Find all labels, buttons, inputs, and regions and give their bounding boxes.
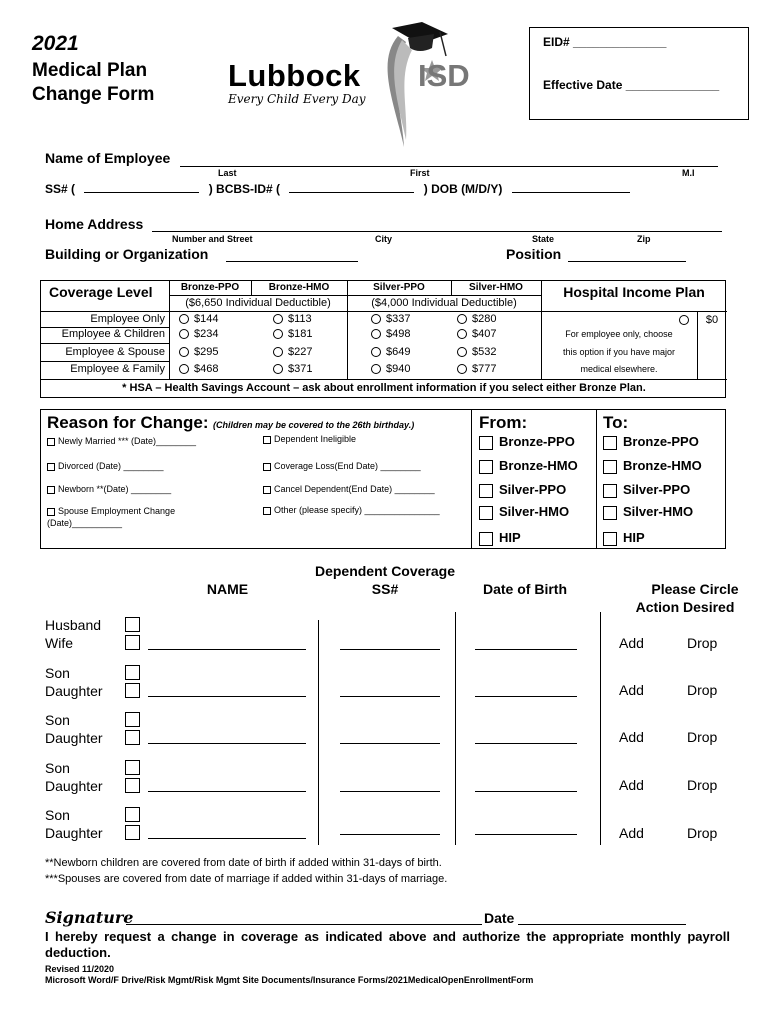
radio-circle[interactable] bbox=[371, 329, 381, 339]
date-label: Date bbox=[484, 910, 515, 926]
price: $113 bbox=[288, 313, 312, 325]
hospital-radio-circle[interactable] bbox=[679, 315, 689, 325]
price: $295 bbox=[194, 346, 219, 358]
from-silver-ppo[interactable] bbox=[479, 482, 566, 498]
label: Dependent Ineligible bbox=[274, 434, 357, 444]
reason-title-row bbox=[47, 413, 414, 433]
label: Bronze-HMO bbox=[499, 458, 578, 473]
hospital-income-title: Hospital Income Plan bbox=[563, 284, 705, 300]
signature-label: Signature bbox=[45, 908, 134, 927]
reason-for-change-table bbox=[40, 409, 726, 549]
checkbox[interactable] bbox=[47, 508, 55, 516]
price: $371 bbox=[288, 363, 313, 375]
silver-ppo-option[interactable] bbox=[371, 328, 410, 340]
silver-ppo-option[interactable] bbox=[371, 346, 410, 358]
price: $234 bbox=[194, 328, 219, 340]
label: Coverage Loss(End Date) ________ bbox=[274, 461, 421, 471]
hsa-note: * HSA – Health Savings Account – ask about enrollment information if you select either Bronze Plan. bbox=[122, 382, 646, 394]
relation-1: Son bbox=[45, 712, 70, 728]
logo-suffix: ISD bbox=[418, 58, 470, 93]
drop-action[interactable]: Drop bbox=[687, 777, 718, 793]
bronze-hmo-header: Bronze-HMO bbox=[268, 282, 330, 293]
checkbox[interactable] bbox=[603, 460, 617, 474]
radio-circle[interactable] bbox=[457, 347, 467, 357]
dependent-column-divider bbox=[455, 612, 456, 845]
bcbs-field[interactable] bbox=[289, 181, 414, 193]
bronze-ppo-option[interactable] bbox=[179, 346, 218, 358]
label: Silver-PPO bbox=[499, 482, 567, 497]
dependent-column-divider bbox=[600, 612, 601, 845]
checkbox[interactable] bbox=[603, 436, 617, 450]
relation-2: Wife bbox=[45, 635, 73, 651]
checkbox[interactable] bbox=[603, 506, 617, 520]
to-silver-hmo[interactable] bbox=[603, 504, 693, 520]
dob-field[interactable] bbox=[475, 696, 577, 697]
relation-1: Son bbox=[45, 665, 70, 681]
radio-circle[interactable] bbox=[179, 314, 189, 324]
col-action-header-2: Action Desired bbox=[635, 599, 735, 615]
hospital-note-2: this option if you have major bbox=[562, 347, 676, 357]
position-field[interactable] bbox=[568, 248, 686, 262]
ss-field[interactable] bbox=[340, 649, 440, 650]
checkbox[interactable] bbox=[479, 436, 493, 450]
reason-cancel-dependent[interactable] bbox=[263, 484, 435, 494]
bcbs-label: ) BCBS-ID# ( bbox=[208, 182, 281, 196]
relation-1: Son bbox=[45, 760, 70, 776]
checkbox[interactable] bbox=[263, 463, 271, 471]
mi-sublabel: M.I bbox=[682, 168, 695, 178]
relation-2: Daughter bbox=[45, 730, 103, 746]
checkbox[interactable] bbox=[603, 532, 617, 546]
revised-date: Revised 11/2020 bbox=[45, 964, 115, 974]
checkbox[interactable] bbox=[47, 486, 55, 494]
label: Bronze-PPO bbox=[499, 434, 575, 449]
name-field[interactable] bbox=[148, 838, 306, 839]
effective-date-field[interactable]: Effective Date ______________ bbox=[543, 78, 720, 92]
hospital-price: $0 bbox=[705, 314, 719, 326]
authorization-text: I hereby request a change in coverage as indicated above and authorize the appropriate monthly payroll deduction. bbox=[45, 929, 730, 960]
radio-circle[interactable] bbox=[371, 347, 381, 357]
date-field[interactable] bbox=[518, 910, 686, 925]
silver-hmo-option[interactable] bbox=[457, 313, 496, 325]
dob-field[interactable] bbox=[512, 181, 630, 193]
ss-field[interactable] bbox=[340, 743, 440, 744]
dob-field[interactable] bbox=[475, 791, 577, 792]
relation-checkbox[interactable] bbox=[125, 778, 140, 793]
label: Spouse Employment Change (Date)__________ bbox=[47, 506, 176, 528]
radio-circle[interactable] bbox=[273, 329, 283, 339]
price: $227 bbox=[288, 346, 313, 358]
checkbox[interactable] bbox=[603, 484, 617, 498]
silver-hmo-option[interactable] bbox=[457, 328, 496, 340]
radio-circle[interactable] bbox=[457, 314, 467, 324]
checkbox[interactable] bbox=[479, 532, 493, 546]
level-employee-only: Employee Only bbox=[90, 313, 165, 325]
checkbox[interactable] bbox=[479, 506, 493, 520]
form-title-line1: Medical Plan bbox=[32, 60, 148, 81]
building-label: Building or Organization bbox=[45, 246, 209, 262]
document-path: Microsoft Word/F Drive/Risk Mgmt/Risk Mgmt Site Documents/Insurance Forms/2021MedicalOpenEnrollmentForm bbox=[45, 975, 534, 985]
radio-circle[interactable] bbox=[179, 364, 189, 374]
to-silver-ppo[interactable] bbox=[603, 482, 690, 498]
col-name-header: NAME bbox=[206, 581, 249, 597]
silver-ppo-header: Silver-PPO bbox=[373, 282, 425, 293]
label: Newborn **(Date) ________ bbox=[58, 484, 172, 494]
ss-row bbox=[45, 181, 630, 196]
reason-coverage-loss[interactable] bbox=[263, 461, 421, 471]
radio-circle[interactable] bbox=[273, 347, 283, 357]
reason-newborn[interactable] bbox=[47, 484, 171, 494]
bronze-deductible: ($6,650 Individual Deductible) bbox=[185, 297, 331, 309]
building-field[interactable] bbox=[226, 248, 358, 262]
dob-field[interactable] bbox=[475, 743, 577, 744]
add-action[interactable]: Add bbox=[619, 825, 644, 841]
to-bronze-ppo[interactable] bbox=[603, 434, 699, 450]
price: $498 bbox=[386, 328, 411, 340]
dob-field[interactable] bbox=[475, 834, 577, 835]
reason-newly-married[interactable] bbox=[47, 436, 196, 446]
from-label: From: bbox=[479, 413, 528, 432]
dependent-coverage-header: Dependent Coverage bbox=[314, 563, 456, 579]
home-address-field[interactable] bbox=[152, 218, 722, 232]
drop-action[interactable]: Drop bbox=[687, 635, 718, 651]
checkbox[interactable] bbox=[47, 438, 55, 446]
add-action[interactable]: Add bbox=[619, 635, 644, 651]
label: HIP bbox=[499, 530, 521, 545]
from-bronze-ppo[interactable] bbox=[479, 434, 575, 450]
ss-field[interactable] bbox=[84, 181, 199, 193]
reason-dependent-ineligible[interactable] bbox=[263, 434, 356, 444]
radio-circle[interactable] bbox=[179, 347, 189, 357]
radio-circle[interactable] bbox=[371, 314, 381, 324]
from-bronze-hmo[interactable] bbox=[479, 458, 578, 474]
form-year: 2021 bbox=[32, 32, 79, 55]
reason-spouse-employment[interactable] bbox=[47, 505, 222, 529]
hospital-note-1: For employee only, choose bbox=[565, 329, 673, 339]
radio-circle[interactable] bbox=[179, 329, 189, 339]
hospital-radio[interactable] bbox=[679, 314, 694, 326]
first-sublabel: First bbox=[410, 168, 430, 178]
to-bronze-hmo[interactable] bbox=[603, 458, 702, 474]
silver-hmo-header: Silver-HMO bbox=[469, 282, 523, 293]
last-sublabel: Last bbox=[218, 168, 237, 178]
zip-sublabel: Zip bbox=[637, 234, 651, 244]
to-hip[interactable] bbox=[603, 530, 645, 546]
name-field[interactable] bbox=[148, 649, 306, 650]
home-address-label: Home Address bbox=[45, 216, 144, 232]
relation-checkbox[interactable] bbox=[125, 665, 140, 680]
relation-checkbox[interactable] bbox=[125, 730, 140, 745]
bronze-hmo-option[interactable] bbox=[273, 313, 312, 325]
relation-checkbox[interactable] bbox=[125, 635, 140, 650]
price: $407 bbox=[472, 328, 497, 340]
label: Other (please specify) _______________ bbox=[274, 505, 440, 515]
relation-checkbox[interactable] bbox=[125, 617, 140, 632]
signature-field[interactable] bbox=[126, 910, 482, 925]
radio-circle[interactable] bbox=[273, 364, 283, 374]
checkbox[interactable] bbox=[479, 460, 493, 474]
price: $468 bbox=[194, 363, 219, 375]
price: $649 bbox=[386, 346, 411, 358]
reason-subtitle: (Children may be covered to the 26th birthday.) bbox=[212, 420, 415, 430]
name-of-employee-field[interactable] bbox=[180, 152, 718, 167]
label: Cancel Dependent(End Date) ________ bbox=[274, 484, 435, 494]
level-employee-children: Employee & Children bbox=[61, 328, 165, 340]
checkbox[interactable] bbox=[263, 436, 271, 444]
relation-checkbox[interactable] bbox=[125, 760, 140, 775]
col-dob-header: Date of Birth bbox=[483, 581, 567, 597]
silver-hmo-option[interactable] bbox=[457, 363, 496, 375]
price: $144 bbox=[194, 313, 219, 325]
name-of-employee-label: Name of Employee bbox=[45, 150, 171, 166]
checkbox[interactable] bbox=[47, 463, 55, 471]
level-employee-family: Employee & Family bbox=[70, 363, 165, 375]
bronze-hmo-option[interactable] bbox=[273, 328, 312, 340]
bronze-ppo-option[interactable] bbox=[179, 313, 218, 325]
bronze-ppo-option[interactable] bbox=[179, 328, 218, 340]
city-sublabel: City bbox=[375, 234, 393, 244]
ss-field[interactable] bbox=[340, 791, 440, 792]
label: Bronze-HMO bbox=[623, 458, 702, 473]
silver-hmo-option[interactable] bbox=[457, 346, 496, 358]
hospital-note-3: medical elsewhere. bbox=[580, 364, 658, 374]
spouse-note: ***Spouses are covered from date of marriage if added within 31-days of marriage. bbox=[45, 873, 448, 885]
ss-field[interactable] bbox=[340, 696, 440, 697]
from-silver-hmo[interactable] bbox=[479, 504, 569, 520]
add-action[interactable]: Add bbox=[619, 777, 644, 793]
name-field[interactable] bbox=[148, 743, 306, 744]
dependent-row-label bbox=[45, 759, 103, 795]
dependent-column-divider bbox=[318, 620, 319, 845]
ss-field[interactable] bbox=[340, 834, 440, 835]
bronze-hmo-option[interactable] bbox=[273, 363, 312, 375]
drop-action[interactable]: Drop bbox=[687, 825, 718, 841]
checkbox[interactable] bbox=[479, 484, 493, 498]
dob-field[interactable] bbox=[475, 649, 577, 650]
price: $940 bbox=[386, 363, 411, 375]
reason-divorced[interactable] bbox=[47, 461, 164, 471]
lubbock-isd-logo bbox=[226, 22, 488, 154]
silver-ppo-option[interactable] bbox=[371, 363, 410, 375]
label: HIP bbox=[623, 530, 645, 545]
position-label: Position bbox=[506, 246, 562, 262]
reason-other[interactable] bbox=[263, 505, 440, 515]
bronze-ppo-header: Bronze-PPO bbox=[180, 282, 240, 293]
logo-tagline: Every Child Every Day bbox=[228, 92, 366, 106]
relation-2: Daughter bbox=[45, 683, 103, 699]
silver-ppo-option[interactable] bbox=[371, 313, 410, 325]
label: Newly Married *** (Date)________ bbox=[58, 436, 197, 446]
price: $777 bbox=[472, 363, 497, 375]
label: Silver-HMO bbox=[499, 504, 570, 519]
relation-checkbox[interactable] bbox=[125, 712, 140, 727]
logo-name: Lubbock bbox=[228, 58, 361, 93]
relation-checkbox[interactable] bbox=[125, 683, 140, 698]
dependent-row-label bbox=[45, 616, 101, 652]
dob-label: ) DOB (M/D/Y) bbox=[423, 182, 503, 196]
eid-field[interactable]: EID# ______________ bbox=[543, 35, 667, 49]
add-action[interactable]: Add bbox=[619, 682, 644, 698]
radio-circle[interactable] bbox=[457, 364, 467, 374]
reason-title: Reason for Change: bbox=[47, 413, 209, 432]
form-title-line2: Change Form bbox=[32, 84, 155, 105]
radio-circle[interactable] bbox=[457, 329, 467, 339]
checkbox[interactable] bbox=[263, 507, 271, 515]
label: Bronze-PPO bbox=[623, 434, 699, 449]
relation-checkbox[interactable] bbox=[125, 825, 140, 840]
level-employee-spouse: Employee & Spouse bbox=[65, 346, 165, 358]
eid-box bbox=[529, 27, 749, 120]
bronze-ppo-option[interactable] bbox=[179, 363, 218, 375]
relation-1: Son bbox=[45, 807, 70, 823]
silver-deductible: ($4,000 Individual Deductible) bbox=[371, 297, 517, 309]
add-action[interactable]: Add bbox=[619, 729, 644, 745]
price: $337 bbox=[386, 313, 411, 325]
checkbox[interactable] bbox=[263, 486, 271, 494]
from-hip[interactable] bbox=[479, 530, 521, 546]
newborn-note: **Newborn children are covered from date of birth if added within 31-days of birth. bbox=[45, 857, 442, 869]
bronze-hmo-option[interactable] bbox=[273, 346, 312, 358]
label: Divorced (Date) ________ bbox=[58, 461, 164, 471]
relation-checkbox[interactable] bbox=[125, 807, 140, 822]
relation-2: Daughter bbox=[45, 825, 103, 841]
state-sublabel: State bbox=[532, 234, 555, 244]
radio-circle[interactable] bbox=[371, 364, 381, 374]
drop-action[interactable]: Drop bbox=[687, 729, 718, 745]
ss-label: SS# ( bbox=[45, 182, 76, 196]
coverage-level-title: Coverage Level bbox=[49, 284, 153, 300]
relation-1: Husband bbox=[45, 617, 102, 633]
relation-2: Daughter bbox=[45, 778, 103, 794]
dependent-row-label bbox=[45, 806, 103, 842]
radio-circle[interactable] bbox=[273, 314, 283, 324]
to-label: To: bbox=[603, 413, 629, 432]
col-action-header-1: Please Circle bbox=[651, 581, 739, 597]
dependent-row-label bbox=[45, 711, 103, 747]
col-ss-header: SS# bbox=[371, 581, 399, 597]
label: Silver-PPO bbox=[623, 482, 691, 497]
form-title bbox=[32, 59, 212, 107]
price: $532 bbox=[472, 346, 497, 358]
coverage-table bbox=[40, 280, 726, 398]
number-street-sublabel: Number and Street bbox=[172, 234, 253, 244]
price: $280 bbox=[472, 313, 497, 325]
drop-action[interactable]: Drop bbox=[687, 682, 718, 698]
name-field[interactable] bbox=[148, 791, 306, 792]
label: Silver-HMO bbox=[623, 504, 694, 519]
dependent-row-label bbox=[45, 664, 103, 700]
name-field[interactable] bbox=[148, 696, 306, 697]
price: $181 bbox=[288, 328, 313, 340]
